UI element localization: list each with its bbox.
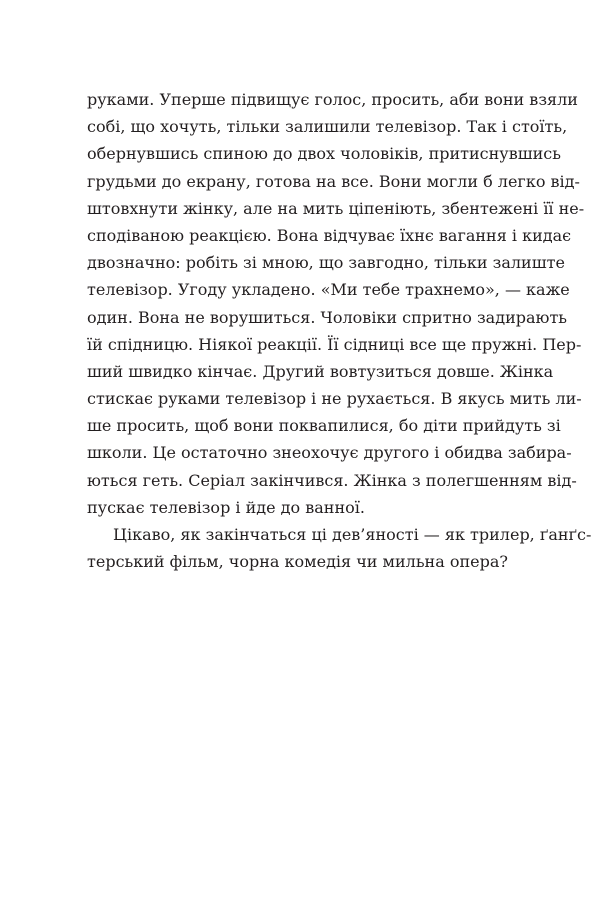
text-line: їй спідницю. Ніякої реакції. Її сідниці все ще пружні. Пер- [87,334,582,354]
text-line: пускає телевізор і йде до ванної. [87,497,365,517]
text-line: руками. Уперше підвищує голос, просить, аби вони взяли [87,90,578,109]
body-text [87,86,592,575]
text-line: школи. Це остаточно знеохочує другого і обидва забира- [87,443,572,463]
text-line: Цікаво, як закінчаться ці дев’яності — як трилер, ґанґс- [113,525,592,544]
text-line: грудьми до екрану, готова на все. Вони могли б легко від- [87,171,580,191]
text-line: ше просить, щоб вони поквапилися, бо діти прийдуть зі [87,416,561,436]
text-line: стискає руками телевізор і не рухається. В якусь мить ли- [87,389,582,409]
text-line: один. Вона не ворушиться. Чоловіки спритно задирають [87,307,567,327]
text-line: двозначно: робіть зі мною, що завгодно, тільки залиште [87,253,565,273]
paragraph [87,86,585,521]
text-line: обернувшись спиною до двох чоловіків, притиснувшись [87,144,561,164]
text-line: собі, що хочуть, тільки залишили телевізор. Так і стоїть, [87,117,568,137]
paragraph [87,521,592,575]
text-line: терський фільм, чорна комедія чи мильна опера? [87,552,508,572]
text-line: сподіваною реакцією. Вона відчуває їхнє вагання і кидає [87,225,572,245]
text-line: ються геть. Серіал закінчився. Жінка з полегшенням від- [87,470,577,490]
text-line: телевізор. Угоду укладено. «Ми тебе трахнемо», — каже [87,280,570,300]
text-line: ший швидко кінчає. Другий вовтузиться довше. Жінка [87,361,554,381]
text-line: штовхнути жінку, але на мить ціпеніють, збентежені її не- [87,198,585,218]
